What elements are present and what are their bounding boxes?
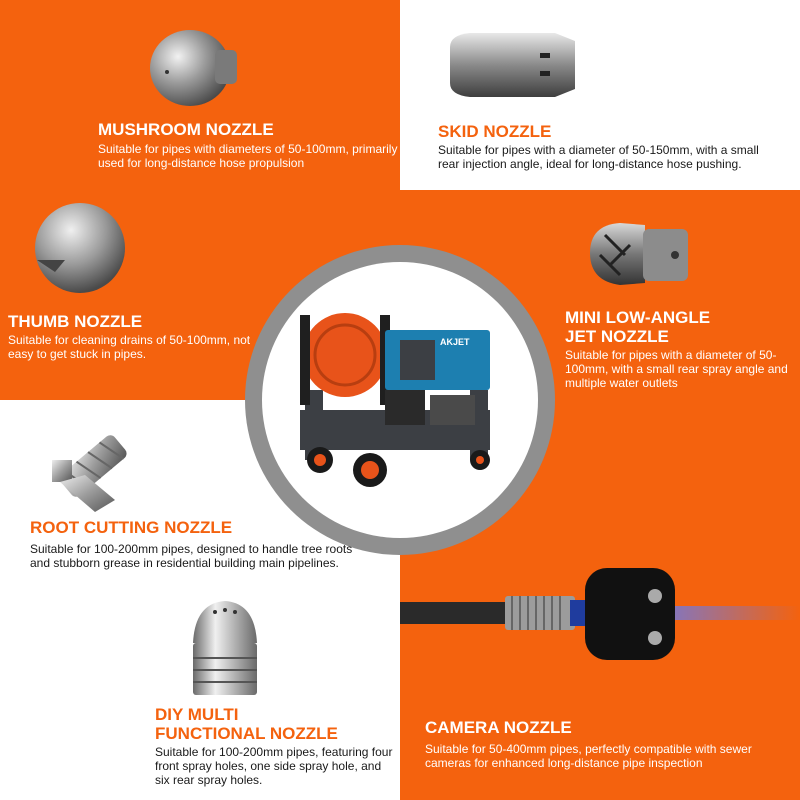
mushroom-desc: Suitable for pipes with diameters of 50-100mm, primarily used for long-distance hose propulsion: [98, 142, 398, 170]
diy-multi-nozzle-icon: [185, 598, 265, 700]
mini-desc: Suitable for pipes with a diameter of 50-100mm, with a small rear spray angle and multiple water outlets: [565, 348, 788, 390]
diy-desc: Suitable for 100-200mm pipes, featuring four front spray holes, one side spray hole, and six rear spray holes.: [155, 745, 393, 787]
camera-title: CAMERA NOZZLE: [425, 718, 572, 737]
root-desc: Suitable for 100-200mm pipes, designed to handle tree roots and stubborn grease in residential building main pipelines.: [30, 542, 353, 570]
thumb-title: THUMB NOZZLE: [8, 312, 143, 331]
machine-brand: AKJET: [440, 337, 470, 347]
mushroom-nozzle-icon: [145, 20, 245, 110]
machine-frame: [262, 262, 538, 538]
root-cutting-nozzle-icon: [40, 420, 140, 515]
sewer-jetter-machine-icon: [290, 300, 510, 500]
root-title: ROOT CUTTING NOZZLE: [30, 518, 233, 537]
mini-low-angle-nozzle-icon: [585, 215, 695, 295]
skid-desc: Suitable for pipes with a diameter of 50-150mm, with a small rear injection angle, ideal for long-distance hose pushing.: [438, 143, 759, 171]
camera-nozzle-icon: [400, 560, 800, 670]
thumb-desc: Suitable for cleaning drains of 50-100mm, not easy to get stuck in pipes.: [8, 333, 251, 361]
mini-title: MINI LOW-ANGLE JET NOZZLE: [565, 308, 711, 346]
skid-nozzle-icon: [440, 25, 580, 105]
camera-desc: Suitable for 50-400mm pipes, perfectly compatible with sewer cameras for enhanced long-distance pipe inspection: [425, 742, 752, 770]
thumb-nozzle-icon: [25, 200, 135, 295]
skid-title: SKID NOZZLE: [438, 122, 552, 141]
mushroom-title: MUSHROOM NOZZLE: [98, 120, 274, 139]
diy-title: DIY MULTI FUNCTIONAL NOZZLE: [155, 705, 338, 743]
